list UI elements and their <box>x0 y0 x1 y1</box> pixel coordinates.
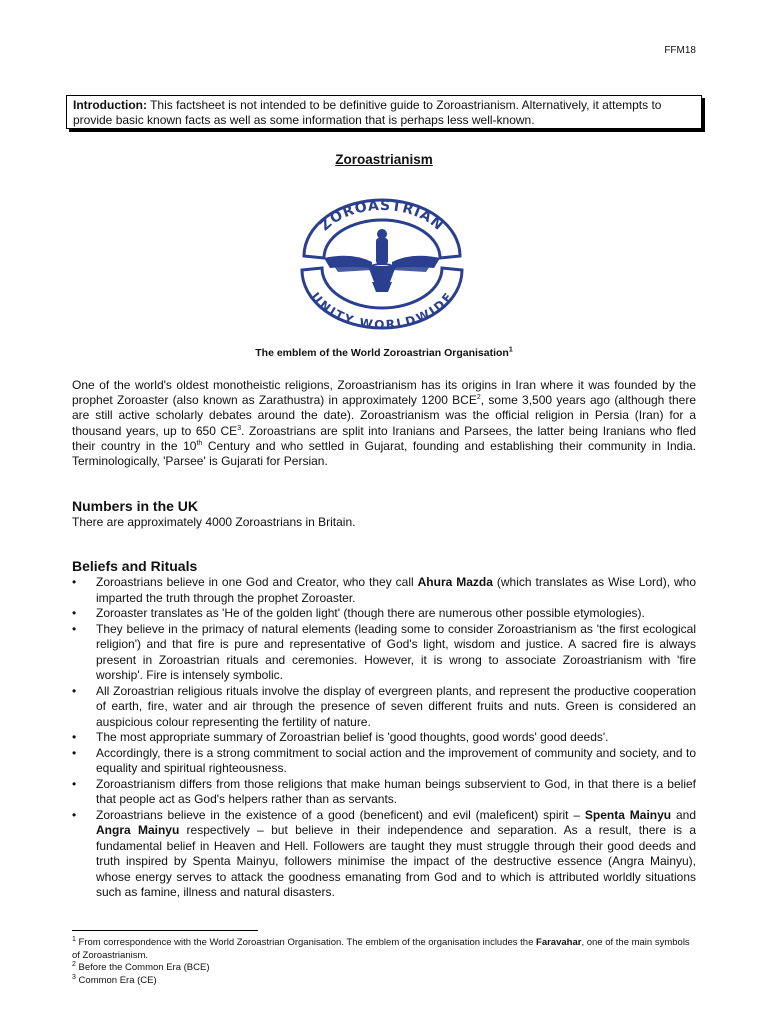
footnote-ref: 3 <box>237 424 242 432</box>
introduction-label: Introduction: <box>73 98 147 112</box>
numbers-heading: Numbers in the UK <box>72 498 199 514</box>
footnote-3: $^3$ Common Era (CE) <box>72 973 157 986</box>
beliefs-heading: Beliefs and Rituals <box>72 558 198 574</box>
footnote-2: $^2$ Before the Common Era (BCE) <box>72 960 210 973</box>
beliefs-list <box>72 575 696 901</box>
footnote-ref: 1 <box>508 346 513 354</box>
introduction-box <box>66 95 702 129</box>
list-item: • They believe in the primacy of natural elements (leading some to consider Zoroastrianism as 'the first ecological religion') and that fire is pure and representative of God's light, wisdom and justice. A sacred fire is always present in Zoroastrian rituals and ceremonies. However, it is wrong to associate Zoroastrianism with 'fire worship'. Fire is intensely symbolic. <box>72 622 696 684</box>
footnote-divider <box>72 930 258 931</box>
history-paragraph: One of the world's oldest monotheistic religions, Zoroastrianism has its origins in Iran where it was founded by the prophet Zoroaster (also known as Zarathustra) in approximately 1200 BCE$^2$, some 3,500 years ago (although there are still active scholarly debates around the date). Zoroastrianism was the official religion in Persia (Iran) for a thousand years, up to 650 $CE^3$. Zoroastrians are split into Iranians and Parsees, the latter being Iranians who fled their country in the 10th Century and who settled in Gujarat, founding and establishing their community in India. Terminologically, 'Parsee' is Gujarati for Persian. <box>72 378 697 469</box>
list-item: • All Zoroastrian religious rituals involve the display of evergreen plants, and represent the productive cooperation of earth, fire, water and air through the presence of seven different fruits and nuts. Green is considered an auspicious colour representing the fertility of nature. <box>72 684 696 731</box>
footnotes <box>72 937 696 987</box>
list-item: • Accordingly, there is a strong commitment to social action and the improvement of community and society, and to equality and spiritual righteousness. <box>72 746 696 777</box>
faravahar-emblem-icon <box>294 192 470 332</box>
emblem-bottom-text: UNITY WORLDWIDE <box>308 289 456 332</box>
footnote-ref: 2 <box>476 394 481 402</box>
list-item: • Zoroastrians believe in one God and Creator, who they call Ahura Mazda (which translates as Wise Lord), who imparted the truth through the prophet Zoroaster. <box>72 575 696 606</box>
document-code: FFM18 <box>664 45 696 56</box>
emblem-top-text: ZOROASTRIAN <box>317 197 447 235</box>
footnote-1: $^1$ From correspondence with the World Zoroastrian Organisation. The emblem of the organisation includes the Faravahar, one of the main symbols of Zoroastrianism. <box>72 935 690 961</box>
numbers-text: There are approximately 4000 Zoroastrians in Britain. <box>72 515 356 529</box>
list-item: • Zoroaster translates as 'He of the golden light' (though there are numerous other possible etymologies). <box>72 606 696 622</box>
list-item: • Zoroastrianism differs from those religions that make human beings subservient to God, in that there is a belief that people act as God's helpers rather than as servants. <box>72 777 696 808</box>
emblem-caption: The emblem of the World Zoroastrian Organisation$^1$ <box>255 346 513 359</box>
page-title: Zoroastrianism <box>335 152 433 167</box>
list-item: • Zoroastrians believe in the existence of a good (beneficent) and evil (maleficent) spirit – Spenta Mainyu and Angra Mainyu respectively – but believe in their independence and separation. As a result, there is a fundamental belief in Heaven and Hell. Followers are taught they must struggle through their good deeds and truth inspired by Spenta Mainyu, followers minimise the impact of the destructive essence (Angra Mainyu), whose energy serves to attack the goodness emanating from God and to which is attributed worldly situations such as famine, illness and natural disasters. <box>72 808 696 901</box>
introduction-text: This factsheet is not intended to be definitive guide to Zoroastrianism. Alternatively, it attempts to provide basic known facts as well as some information that is perhaps less well-known. <box>73 98 662 127</box>
list-item: • The most appropriate summary of Zoroastrian belief is 'good thoughts, good words' good deeds'. <box>72 730 696 746</box>
